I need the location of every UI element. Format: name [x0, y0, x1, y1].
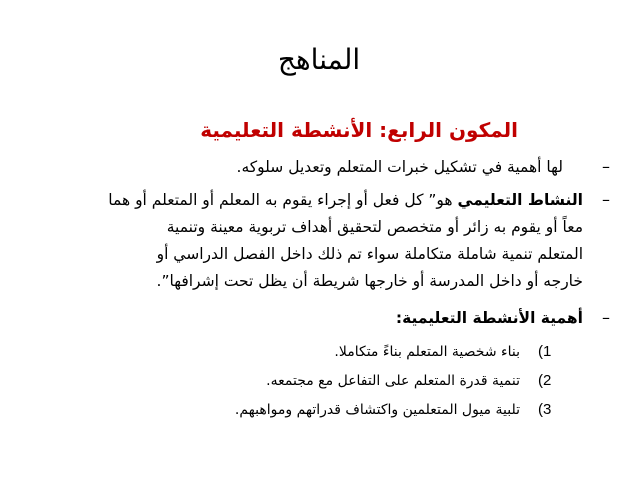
- term-definition: هو” كل فعل أو إجراء يقوم به المعلم أو المتعلم أو هما: [108, 191, 458, 209]
- bullet-text: لها أهمية في تشكيل خبرات المتعلم وتعديل سلوكه.: [236, 158, 563, 176]
- bullet-dash: –: [602, 157, 610, 176]
- bullet-text-line: المتعلم تنمية شاملة متكاملة سواء تم ذلك داخل الفصل الدراسي أو: [156, 245, 583, 263]
- bullet-text-line: معاً أو يقوم به زائر أو متخصص لتحقيق أهداف تربوية معينة وتنمية: [166, 218, 583, 236]
- list-number: (2: [538, 372, 552, 389]
- bullet-dash: –: [602, 308, 610, 327]
- slide-title: المناهج: [277, 43, 361, 76]
- list-item: تلبية ميول المتعلمين واكتشاف قدراتهم ومواهبهم.: [234, 402, 520, 418]
- section-heading: أهمية الأنشطة التعليمية:: [395, 309, 583, 327]
- slide-subtitle: المكون الرابع: الأنشطة التعليمية: [200, 118, 518, 142]
- bullet-dash: –: [602, 190, 610, 209]
- bullet-text-line: [108, 187, 583, 213]
- list-item: تنمية قدرة المتعلم على التفاعل مع مجتمعه.: [266, 373, 520, 389]
- bullet-text-line: خارجه أو داخل المدرسة أو خارجها شريطة أن يظل تحت إشرافها”.: [156, 272, 583, 290]
- list-item: بناء شخصية المتعلم بناءً متكاملا.: [334, 344, 520, 360]
- list-number: (1: [538, 343, 552, 360]
- term-label: النشاط التعليمي: [457, 191, 583, 209]
- list-number: (3: [538, 401, 552, 418]
